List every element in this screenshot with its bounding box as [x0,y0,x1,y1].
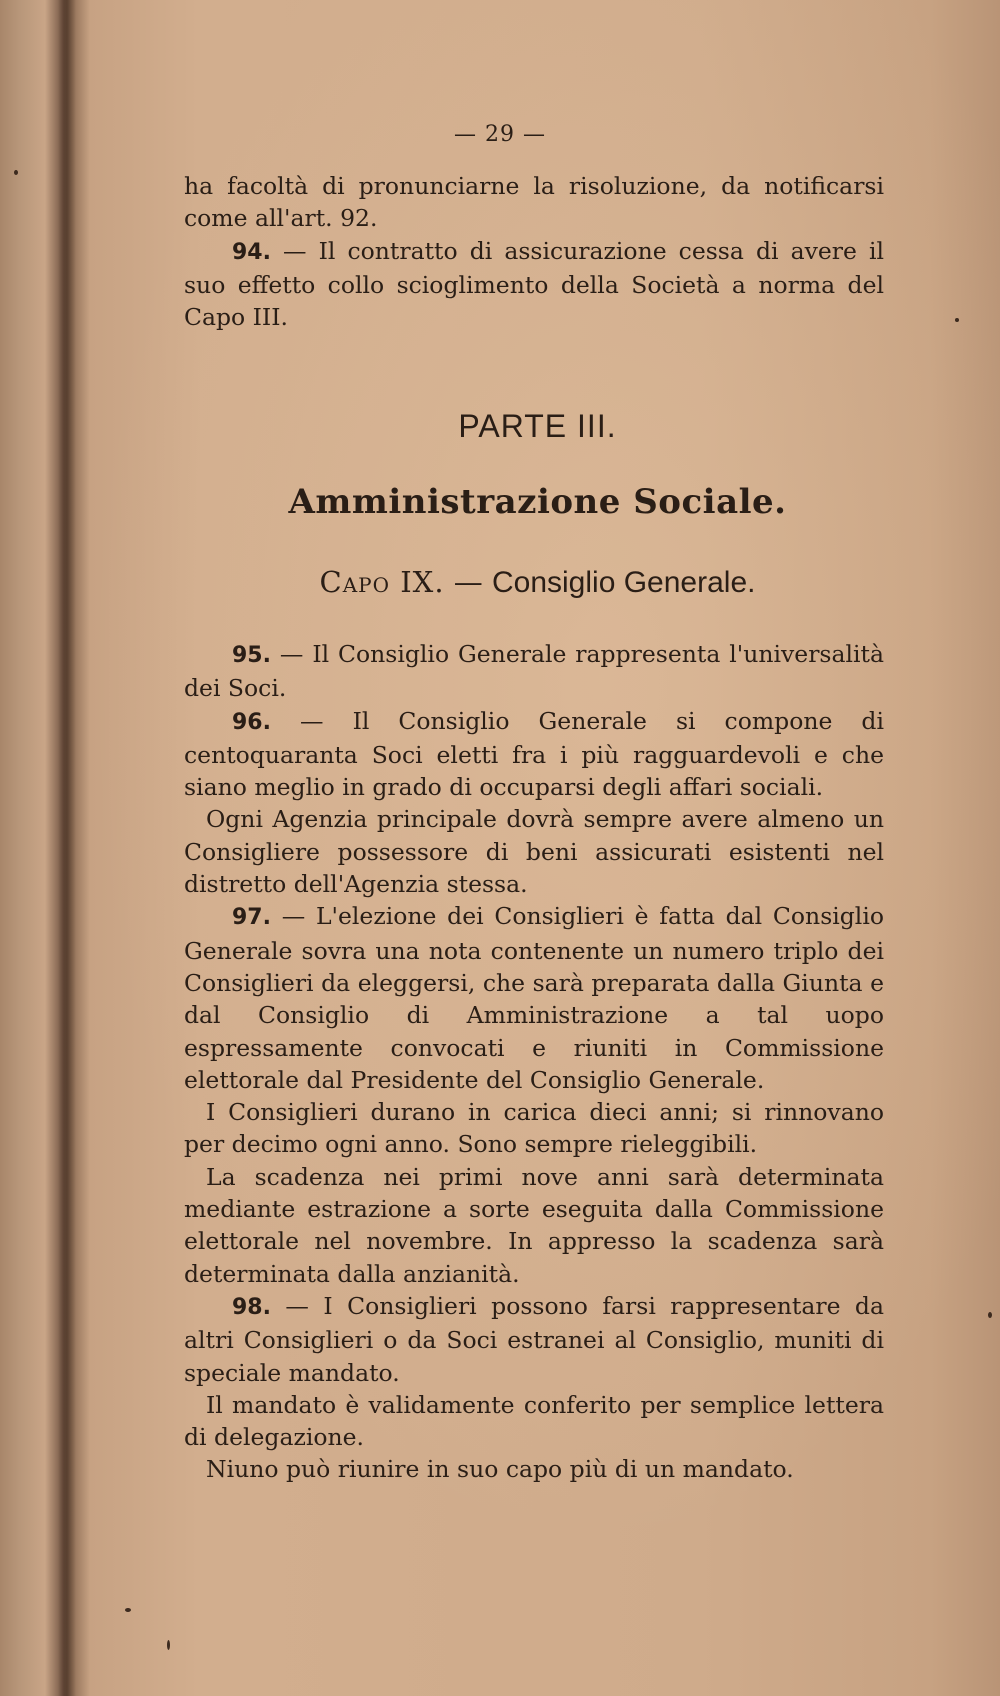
article-number: 97. [232,905,271,931]
paragraph [184,803,884,900]
paragraph-text: — Il contratto di assicurazione cessa di avere il suo effetto collo scioglimento della Società a norma del Capo III. [184,236,884,332]
article-number: 95. [232,643,271,668]
paragraph-text: — Il Consiglio Generale si compone di centoquaranta Soci eletti fra i più ragguardevoli e che siano meglio in grado di occuparsi degli affari sociali. [184,706,884,802]
section-heading: Amministrazione Sociale. [288,482,787,522]
paragraph-text: Niuno può riunire in suo capo più di un mandato. [206,1455,794,1484]
paragraph-text: Ogni Agenzia principale dovrà sempre avere almeno un Consigliere possessore di beni assicurati esistenti nel distretto dell'Agenzia stessa. [184,805,884,899]
top-text-block [184,170,884,333]
paragraph [184,1453,884,1485]
paragraph-text: ha facoltà di pronunciarne la risoluzione, da notificarsi come all'art. 92. [184,172,884,233]
paragraph-text: Il mandato è validamente conferito per semplice lettera di delegazione. [184,1390,884,1452]
paper-speck [955,318,959,322]
paper-speck [988,1312,992,1318]
paragraph-text: — Il Consiglio Generale rappresenta l'universalità dei Soci. [184,640,884,703]
paragraph-text: — I Consiglieri possono farsi rappresentare da altri Consiglieri o da Soci estranei al Consiglio, muniti di speciale mandato. [184,1291,884,1387]
article-number: 94. [232,239,271,265]
article-95 [184,638,884,705]
article-97 [184,900,884,1096]
paper-speck [167,1640,170,1650]
paragraph [184,1161,884,1290]
chapter-label: Capo IX. [319,565,445,599]
article-96 [184,705,884,804]
chapter-heading [0,565,1000,600]
continuation-paragraph [184,170,884,235]
main-text-block [184,638,884,1486]
page-number: — 29 — [454,122,546,147]
chapter-name: Consiglio Generale. [491,566,756,599]
paragraph-text: — L'elezione dei Consiglieri è fatta dal Consiglio Generale sovra una nota contenente un numero triplo dei Consiglieri da eleggersi, che sarà preparata dalla Giunta e dal Consiglio di Amministrazione a tal uopo espressamente convocati e riuniti in Commissione elettorale dal Presidente del Consiglio Generale. [184,902,884,1094]
paragraph [184,1096,884,1161]
part-heading: PARTE III. [458,408,617,444]
article-94 [184,235,884,334]
paper-speck [14,170,18,175]
paper-speck [125,1608,131,1612]
article-number: 96. [232,709,271,735]
paragraph-text: La scadenza nei primi nove anni sarà determinata mediante estrazione a sorte eseguita dalla Commissione elettorale nel novembre. In appresso la scadenza sarà determinata dalla anzianità. [184,1162,884,1288]
article-number: 98. [232,1294,271,1320]
chapter-dash: — [453,565,483,599]
paragraph [184,1389,884,1454]
article-98 [184,1290,884,1389]
paragraph-text: I Consiglieri durano in carica dieci anni; si rinnovano per decimo ogni anno. Sono sempre rieleggibili. [184,1098,884,1159]
binding-gutter [58,0,76,1696]
